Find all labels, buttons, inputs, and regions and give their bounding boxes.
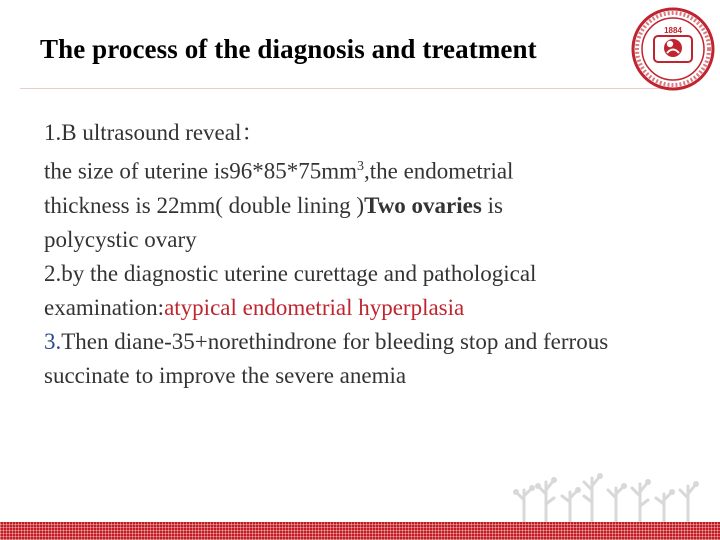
item-1-ovaries-bold: Two ovaries: [364, 192, 482, 218]
slide-body: [44, 116, 674, 393]
item-2-diagnosis-red: atypical endometrial hyperplasia: [164, 294, 465, 320]
item-1-superscript: 3: [357, 159, 364, 174]
item-1-line3-b: is: [481, 192, 503, 218]
item-1-line3-a: thickness is 22mm( double lining ): [44, 192, 365, 218]
item-1-line4: polycystic ovary: [44, 226, 197, 252]
item-1: [44, 116, 674, 257]
footer-pattern-bar: [0, 522, 720, 540]
logo-year: 1884: [664, 26, 682, 35]
item-1-line2-a: the size of uterine is96*85*75mm: [44, 158, 357, 184]
item-3: [44, 325, 674, 393]
item-3-text: Then diane-35+norethindrone for bleeding stop and ferrous succinate to improve the severe anemia: [44, 328, 609, 388]
item-3-number: 3.: [44, 328, 62, 354]
item-2: [44, 257, 674, 325]
decorative-plants-icon: [512, 468, 708, 522]
item-1-line2-b: ,the endometrial: [364, 158, 514, 184]
title-divider: [20, 88, 680, 89]
item-1-line1: 1.B ultrasound reveal：: [44, 120, 265, 145]
item-2-text: 2.by the diagnostic uterine curettage and pathological examination:: [44, 260, 537, 320]
hospital-seal-logo: [630, 6, 716, 92]
slide-title: The process of the diagnosis and treatment: [40, 34, 537, 64]
